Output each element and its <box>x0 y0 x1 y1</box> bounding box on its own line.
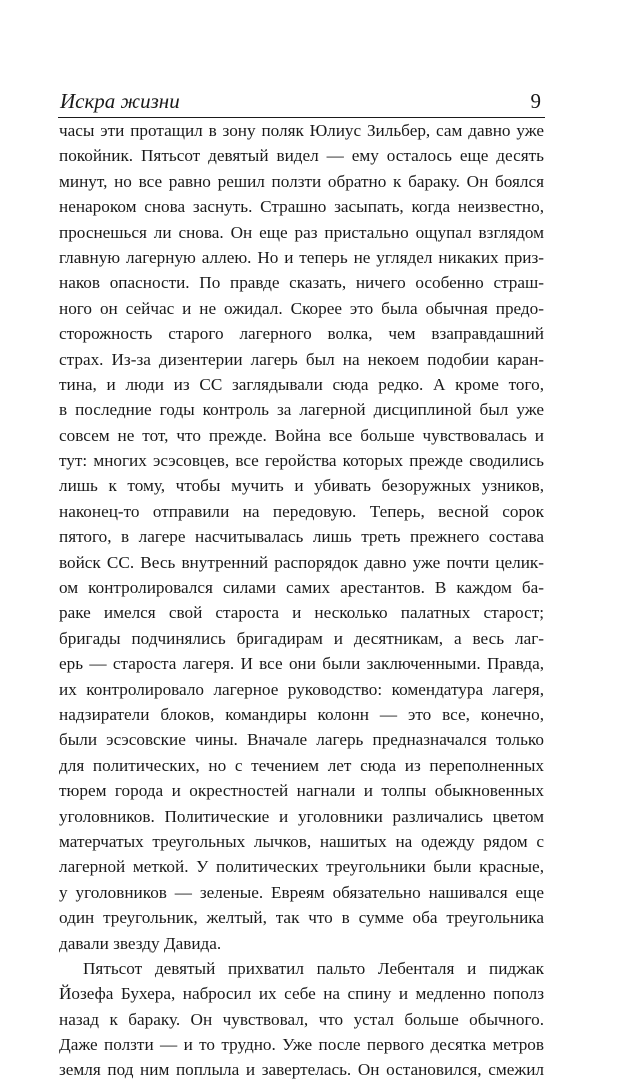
text-line: тина, и люди из СС заглядывали сюда редко. А кроме того, <box>59 374 544 394</box>
text-line: в последние годы контроль за лагерной дисциплиной был уже <box>59 400 544 420</box>
text-line: матерчатых треугольных лычков, нашитых на одежду рядом с <box>59 831 544 851</box>
page-number: 9 <box>530 89 541 113</box>
text-line: земля под ним поплыла и завертелась. Он остановился, смежил <box>59 1060 544 1080</box>
text-line: назад к бараку. Он чувствовал, что устал больше обычного. <box>59 1009 544 1029</box>
text-line: часы эти протащил в зону поляк Юлиус Зильбер, сам давно уже <box>59 121 544 140</box>
text-line: для политических, но с течением лет сюда из переполненных <box>59 755 544 775</box>
text-line: совсем не тот, что прежде. Война все больше чувствовалась и <box>59 425 544 445</box>
text-line: наконец-то отправили на передовую. Теперь, весной сорок <box>59 501 544 521</box>
text-line: проснешься ли снова. Он еще раз пристально ощупал взглядом <box>59 222 544 242</box>
paragraph-start-line: Пятьсот девятый прихватил пальто Лебенталя и пиджак <box>83 958 544 978</box>
text-line: ерь — староста лагеря. И все они были заключенными. Правда, <box>59 654 544 674</box>
text-line: сторожность старого лагерного волка, чем взаправдашний <box>59 324 544 344</box>
text-line: у уголовников — зеленые. Евреям обязательно нашивался еще <box>59 882 544 902</box>
text-line: ненароком снова заснуть. Страшно засыпать, когда неизвестно, <box>59 197 544 217</box>
text-line: минут, но все равно решил ползти обратно к бараку. Он боялся <box>59 171 544 191</box>
paragraph-end-line: давали звезду Давида. <box>59 933 222 953</box>
text-line: Даже ползти — и то трудно. Уже после первого десятка метров <box>59 1035 544 1055</box>
text-line: покойник. Пятьсот девятый видел — ему осталось еще десять <box>59 146 544 166</box>
text-line: лагерной меткой. У политических треугольники были красные, <box>59 857 544 877</box>
text-line: главную лагерную аллею. Но и теперь не углядел никаких приз- <box>59 247 544 267</box>
running-title: Искра жизни <box>60 89 180 113</box>
text-line: раке имелся свой староста и несколько палатных старост; <box>59 603 544 623</box>
text-line: надзиратели блоков, командиры колонн — это все, конечно, <box>59 704 544 724</box>
text-line: страх. Из-за дизентерии лагерь был на некоем подобии каран- <box>59 349 544 369</box>
text-line: бригады подчинялись бригадирам и десятникам, а весь лаг- <box>59 628 544 648</box>
body-text <box>59 118 544 1083</box>
text-line: их контролировало лагерное руководство: комендатура лагеря, <box>59 679 544 699</box>
text-line: пятого, в лагере насчитывалась лишь треть прежнего состава <box>59 527 544 547</box>
text-line: лишь к тому, чтобы мучить и убивать безоружных узников, <box>59 476 544 496</box>
text-line: Йозефа Бухера, набросил их себе на спину и медленно пополз <box>59 984 544 1004</box>
text-line: войск СС. Весь внутренний распорядок давно уже почти целик- <box>59 552 544 572</box>
text-line: были эсэсовские чины. Вначале лагерь предназначался только <box>59 730 544 750</box>
text-line: уголовников. Политические и уголовники различались цветом <box>59 806 544 826</box>
running-header <box>58 86 545 116</box>
text-line: ом контролировался силами самих арестантов. В каждом ба- <box>59 578 544 598</box>
text-line: тут: многих эсэсовцев, все геройства которых прежде сводились <box>59 451 544 471</box>
text-line: ного он сейчас и не ожидал. Скорее это была обычная предо- <box>59 298 544 318</box>
text-line: наков опасности. По правде сказать, ничего особенно страш- <box>59 273 544 293</box>
text-line: один треугольник, желтый, так что в сумме оба треугольника <box>59 908 544 928</box>
text-line: тюрем города и окрестностей нагнали и толпы обыкновенных <box>59 781 544 801</box>
